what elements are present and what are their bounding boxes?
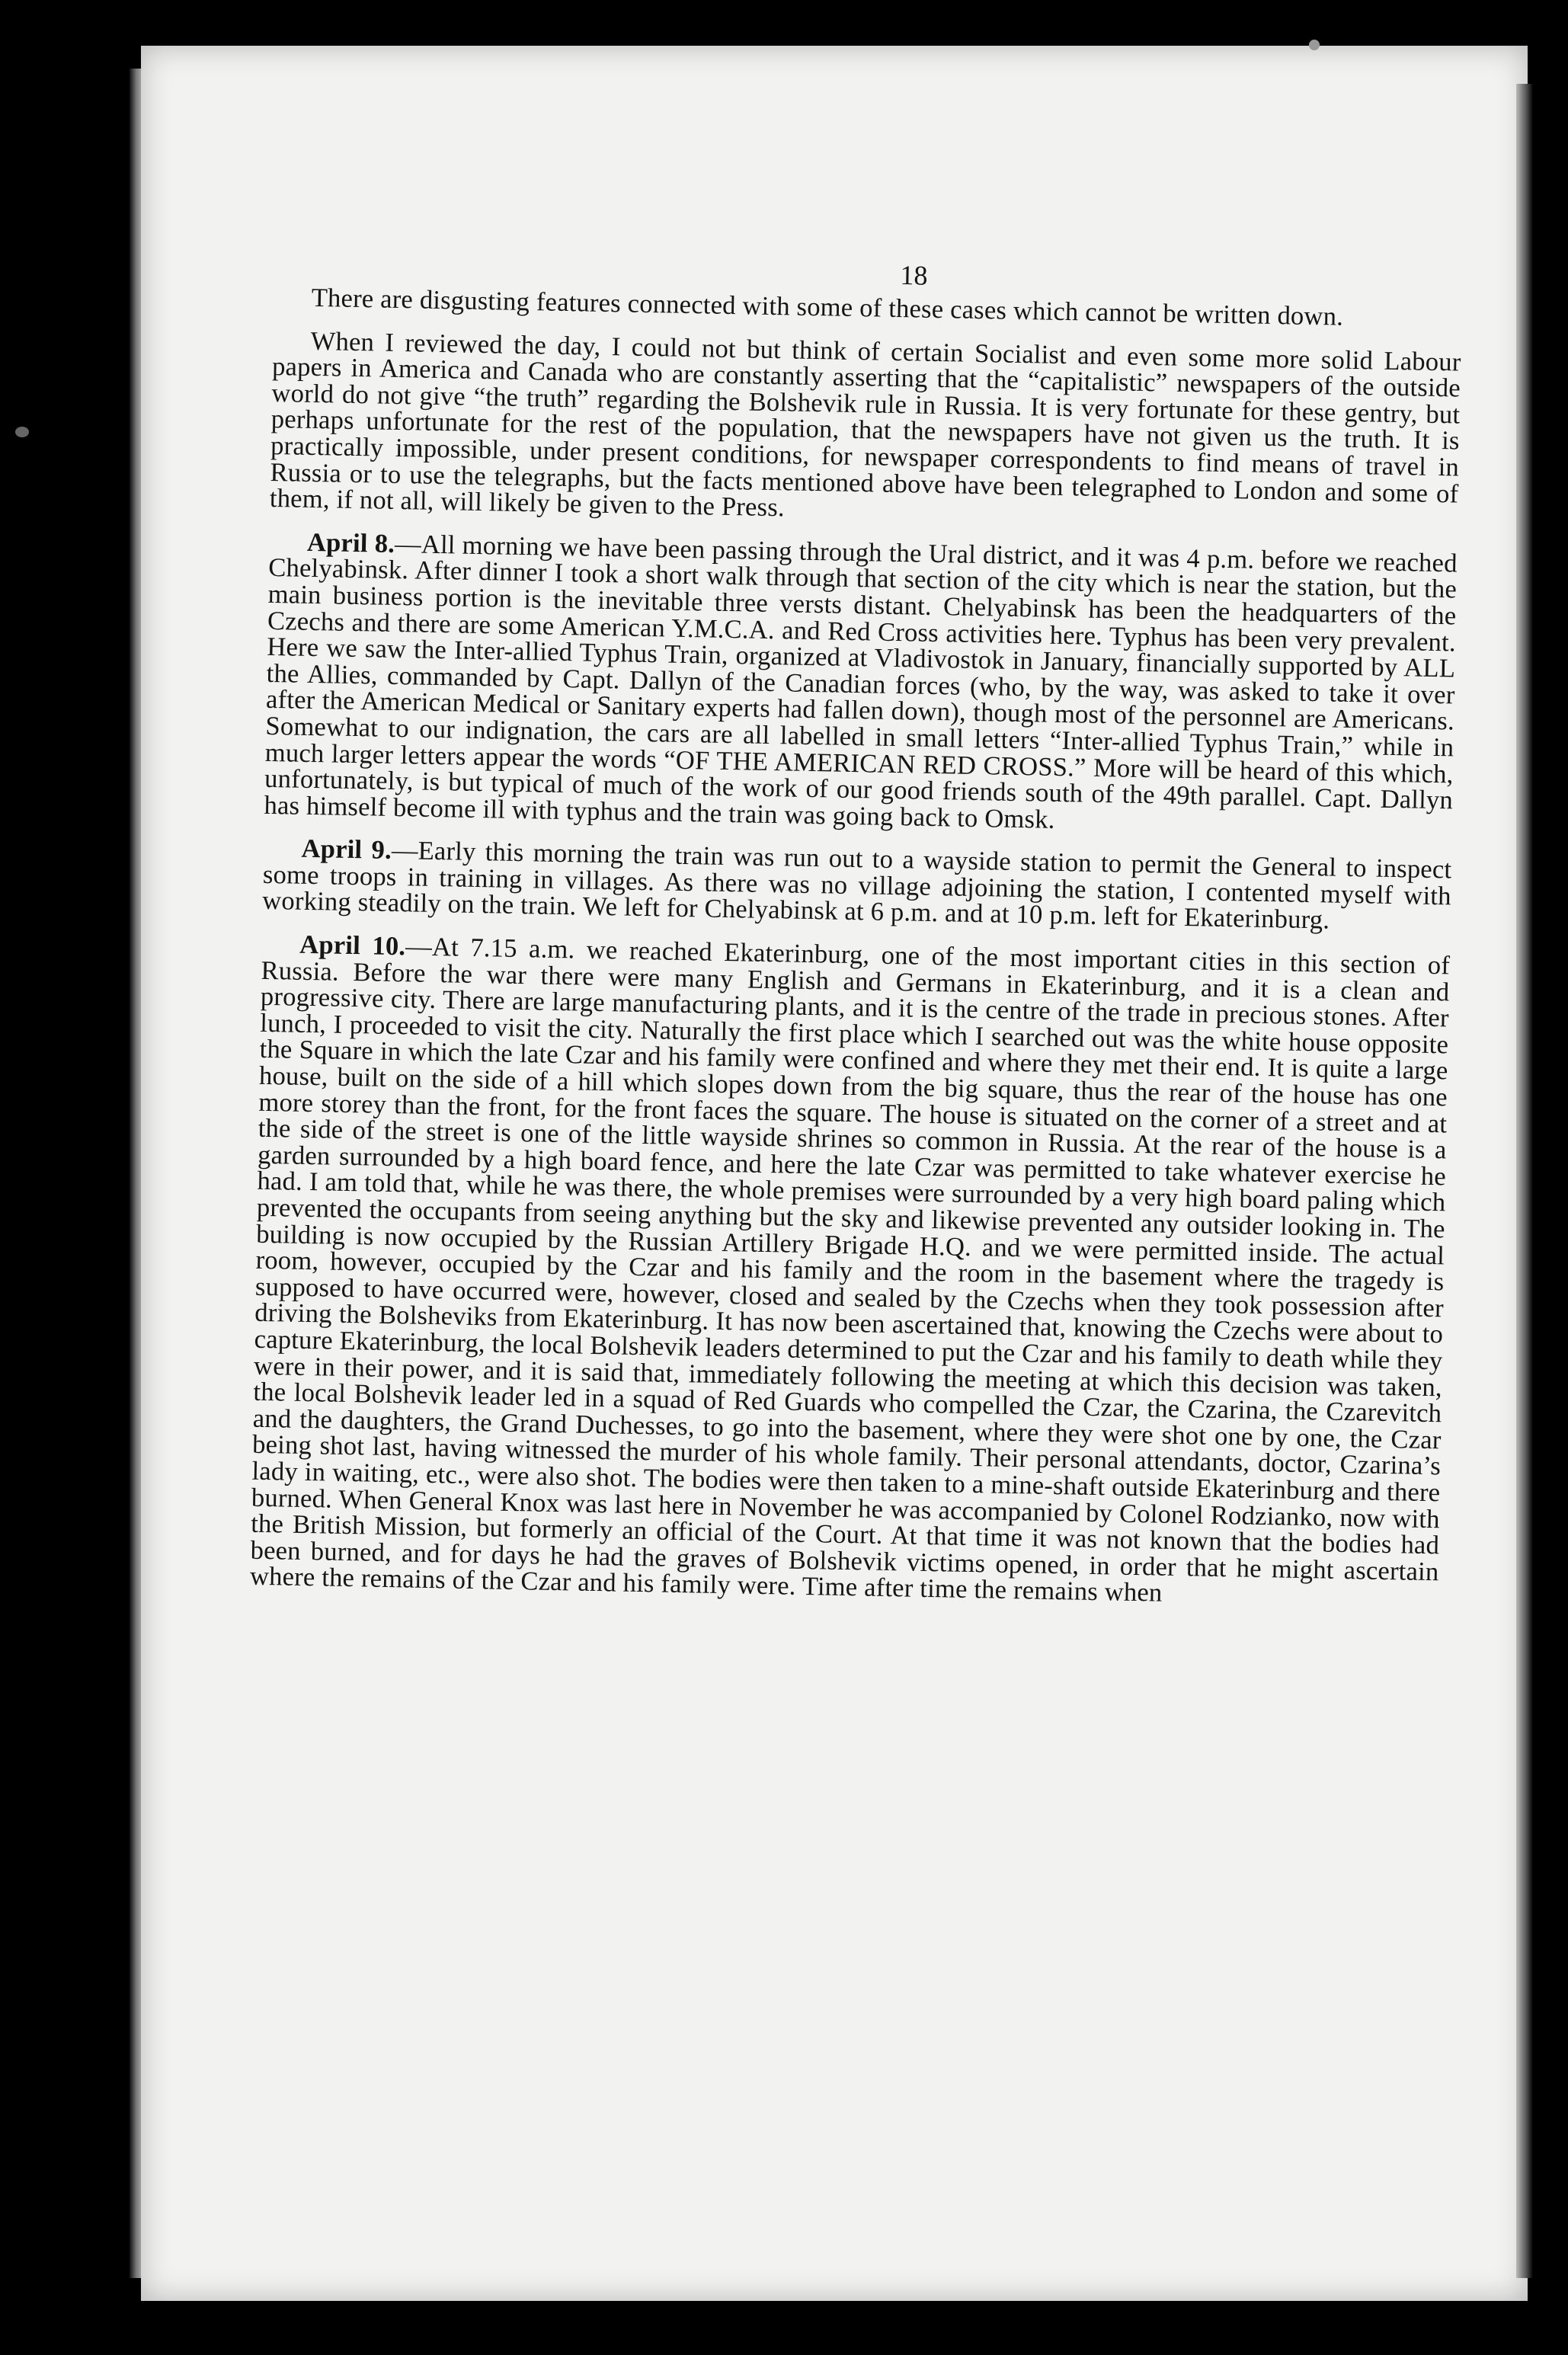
page-text [249, 248, 1462, 1628]
paragraph-text: When I reviewed the day, I could not but think of certain Socialist and even some more solid Labour papers in America and Canada who are constantly asserting that the “capitalistic” newspapers of the outside world do not give “the truth” regarding the Bolshevik rule in Russia. It is very fortunate for these gentry, but perhaps unfortunate for the rest of the population, that the newspapers have not given us the truth. It is practically impossible, under present conditions, for newspaper correspondents to find means of travel in Russia or to use the telegraphs, but the facts mentioned above have been telegraphed to London and some of them, if not all, will likely be given to the Press. [269, 326, 1461, 523]
paragraph [264, 529, 1458, 840]
paragraph [262, 835, 1452, 936]
page-edge-right [1516, 84, 1533, 2278]
paragraph [270, 328, 1461, 534]
dust-speck [15, 427, 29, 437]
date-heading: April 8. [306, 527, 395, 558]
paragraph-text: —All morning we have been passing through the Ural district, and it was 4 p.m. before we reached Chelyabinsk. After dinner I took a short walk through that section of the city which is near the station, but the main business portion is the inevitable three versts distant. Chelyabinsk has been the headquarters of the Czechs and there are some American Y.M.C.A. and Red Cross activities here. Typhus has been very prevalent. Here we saw the Inter-allied Typhus Train, organized at Vladivostok in January, financially supported by ALL the Allies, commanded by Capt. Dallyn of the Canadian forces (who, by the way, was asked to take it over after the American Medical or Sanitary experts had fallen down), though most of the personnel are Americans. Somewhat to our indignation, the cars are all labelled in small letters “Inter-allied Typhus Train,” while in much larger letters appear the words “OF THE AMERICAN RED CROSS.” More will be heard of this which, unfortunately, is but typical of much of the work of our good friends south of the 49th parallel. Capt. Dallyn has himself become ill with typhus and the train was going back to Omsk. [264, 529, 1458, 834]
page-number: 18 [900, 260, 928, 291]
date-heading: April 10. [299, 930, 406, 962]
paragraph-text: —Early this morning the train was run out to a wayside station to permit the General to inspect some troops in training in villages. As there was no village adjoining the station, I contented myself with working steadily on the train. We left for Chelyabinsk at 6 p.m. and at 10 p.m. left for Ekaterinburg. [261, 836, 1452, 935]
paragraph-text: There are disgusting features connected with some of these cases which cannot be written down. [311, 283, 1344, 331]
dust-speck [1309, 40, 1320, 50]
date-heading: April 9. [301, 834, 392, 866]
paragraph-text: —At 7.15 a.m. we reached Ekaterinburg, one of the most important cities in this section of Russia. Before the war there were many English and Germans in Ekaterinburg, and it is a clean and progressive city. There are large manufacturing plants, and it is the centre of the trade in precious stones. After lunch, I proceeded to visit the city. Naturally the first place which I searched out was the white house opposite the Square in which the late Czar and his family were confined and where they met their end. It is quite a large house, built on the side of a hill which slopes down from the big square, thus the rear of the house has one more storey than the front, for the front faces the square. The house is situated on the corner of a street and at the side of the street is one of the little wayside shrines so common in Russia. At the rear of the house is a garden surrounded by a high board fence, and here the late Czar was permitted to take whatever exercise he had. I am told that, while he was there, the whole premises were surrounded by a very high board paling which prevented the occupants from seeing anything but the sky and likewise prevented any outsider looking in. The building is now occupied by the Russian Artillery Brigade H.Q. and we were permitted inside. The actual room, however, occupied by the Czar and his family and the room in the basement where the tragedy is supposed to have occurred were, however, closed and sealed by the Czechs when they took possession after driving the Bolsheviks from Ekaterinburg. It has now been ascertained that, knowing the Czechs were about to capture Ekaterinburg, the local Bolshevik leaders determined to put the Czar and his family to death while they were in their power, and it is said that, immediately following the meeting at which this decision was taken, the local Bolshevik leader led in a squad of Red Guards who compelled the Czar, the Czarina, the Czarevitch and the daughters, the Grand Duchesses, to go into the basement, where they were shot one by one, the Czar being shot last, having witnessed the murder of his whole family. Their personal attendants, doctor, Czarina’s lady in waiting, etc., were also shot. The bodies were then taken to a mine-shaft outside Ekaterinburg and there burned. When General Knox was last here in November he was accompanied by Colonel Rodzianko, now with the British Mission, but formerly an official of the Court. At that time it was not known that the bodies had been burned, and for days he had the graves of Bolshevik victims opened, in order that he might ascertain where the remains of the Czar and his family were. Time after time the remains when [249, 932, 1451, 1608]
paragraph [250, 931, 1451, 1611]
